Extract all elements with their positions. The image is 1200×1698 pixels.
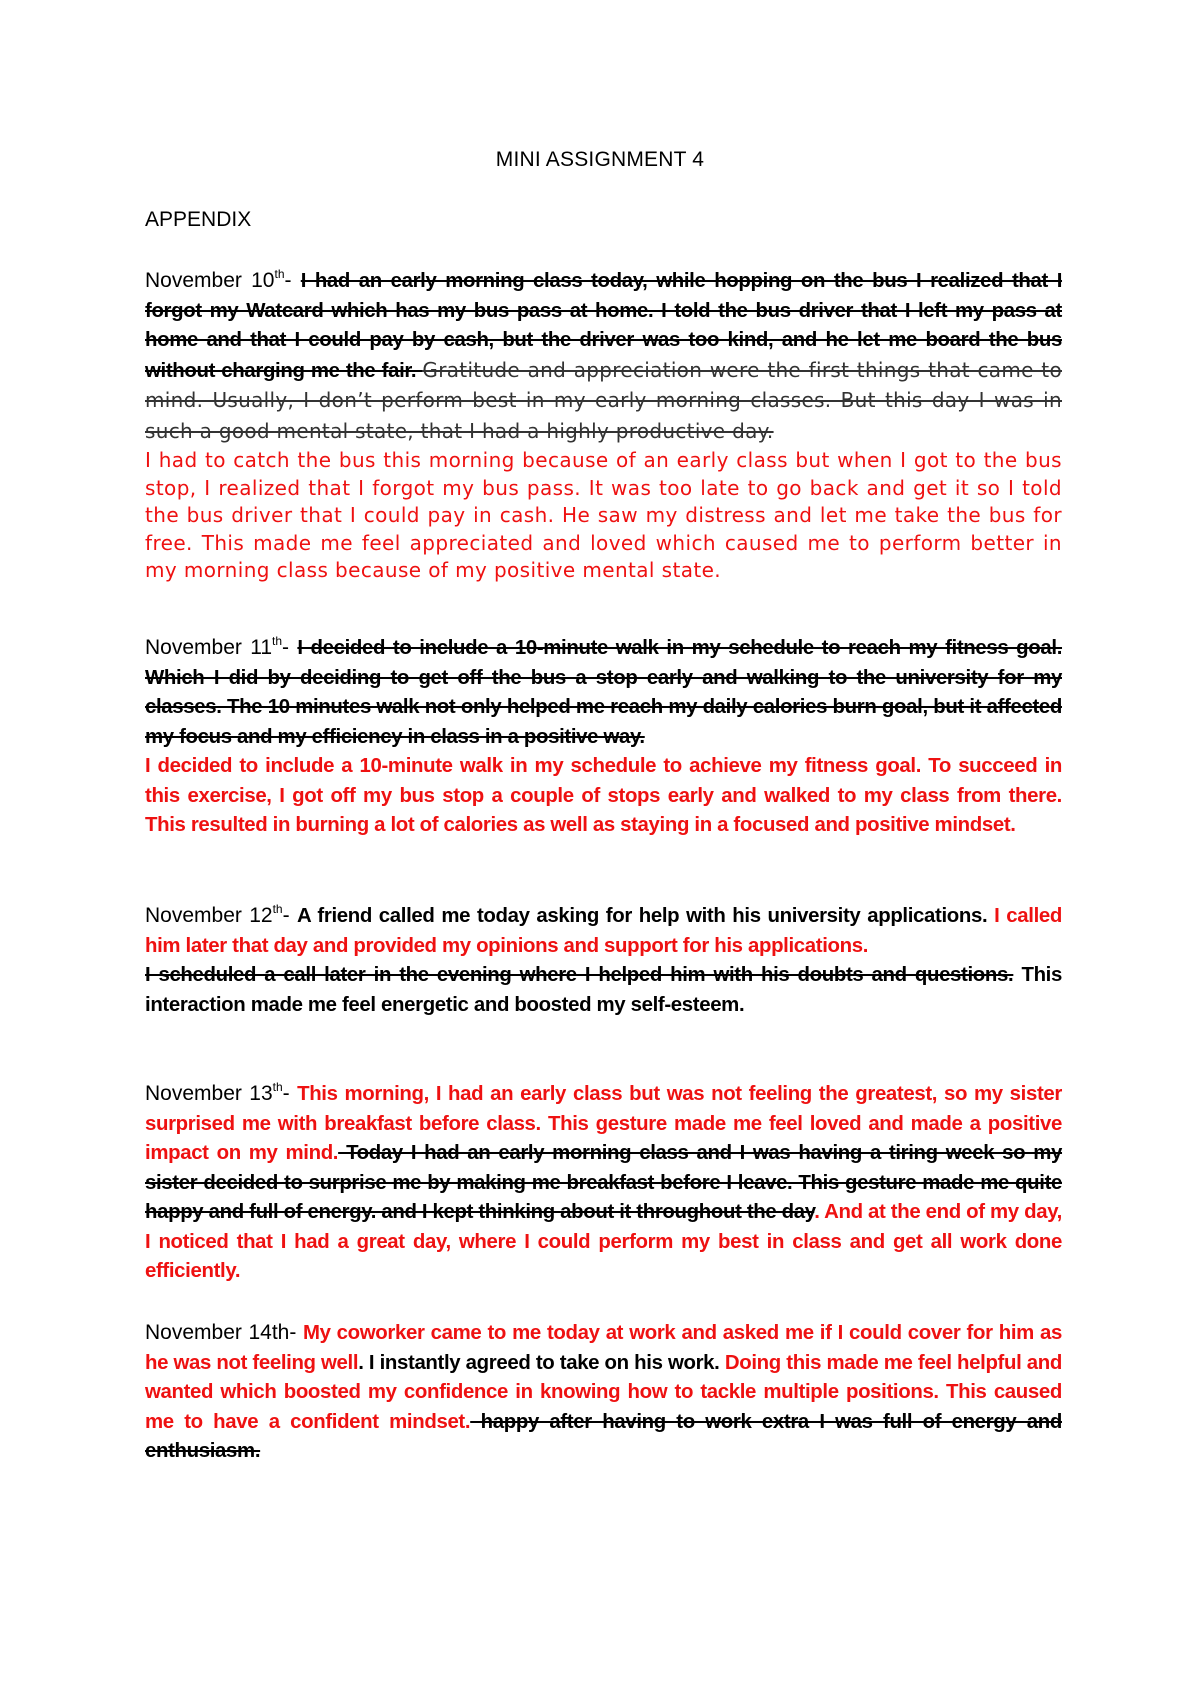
revised-text-2: . And at the end of my day, I noticed that I had a great day, where I could perform my best in class and get all work done efficiently. [145, 1201, 1062, 1282]
revised-text: I called him later that day and provided my opinions and support for his applications. [145, 905, 1063, 957]
revised-text: This morning, I had an early class but was not feeling the greatest, so my sister surprised me with breakfast before class. This gesture made me feel loved and made a positive impact on my mind. [145, 1083, 1062, 1164]
struck-text: I had an early morning class today, while hopping on the bus I realized that I forgot my Watcard which has my bus pass at home. I told the bus driver that I left my pass at home and that I could pay by cash, but the driver was too kind, and he let me board the bus without charging me the fair. [145, 270, 1063, 382]
entry-date: November 11th- [145, 634, 298, 659]
revised-text: I decided to include a 10-minute walk in my schedule to achieve my fitness goal. To succeed in this exercise, I got off my bus stop a couple of stops early and walked to my class from there. This resulted in burning a lot of calories as well as staying in a focused and positive mindset. [145, 755, 1062, 836]
struck-text: happy after having to work extra I was full of energy and enthusiasm. [145, 1410, 1062, 1462]
struck-text: I scheduled a call later in the evening where I helped him with his doubts and questions. [145, 964, 1014, 986]
entry-date: November 13th- [145, 1080, 298, 1105]
appendix-heading: APPENDIX [145, 208, 252, 231]
struck-text: I decided to include a 10-minute walk in my schedule to reach my fitness goal. Which I did by deciding to get off the bus a stop early and walking to the university for my classes. The 10 minutes walk not only helped me reach my daily calories burn goal, but it affected my focus and my efficiency in class in a positive way. [145, 637, 1063, 748]
entry-november-10 [145, 266, 1062, 585]
struck-grey-text: Gratitude and appreciation were the first things that came to mind. Usually, I don’t perform best in my early morning classes. But this day I was in such a good mental state, that I had a highly productive day. [145, 357, 1062, 443]
revised-text: My coworker came to me today at work and asked me if I could cover for him as he was not feeling well [145, 1322, 1063, 1374]
entry-date: November 10th- [145, 267, 301, 292]
entry-date: November 12th- [145, 902, 297, 927]
body-text-2: This interaction made me feel energetic and boosted my self-esteem. [145, 964, 1062, 1016]
revised-text: I had to catch the bus this morning because of an early class but when I got to the bus stop, I realized that I forgot my bus pass. It was too late to go back and get it so I told the bus driver that I could pay in cash. He saw my distress and let me take the bus for free. This made me feel appreciated and loved which caused me to perform better in my morning class because of my positive mental state. [145, 448, 1062, 582]
entry-november-11 [145, 633, 1062, 841]
body-text: A friend called me today asking for help with his university applications. [296, 905, 995, 927]
entry-november-13 [145, 1079, 1062, 1287]
body-text: . I instantly agreed to take on his work. [358, 1351, 725, 1374]
entry-november-12 [145, 901, 1062, 1020]
revised-text-2: Doing this made me feel helpful and wanted which boosted my confidence in knowing how to tackle multiple positions. This caused me to have a confident mindset. [145, 1351, 1062, 1433]
entry-november-14 [145, 1318, 1062, 1467]
entry-date: November 14th- [145, 1321, 303, 1344]
page-title: MINI ASSIGNMENT 4 [495, 148, 705, 171]
struck-text: Today I had an early morning class and I was having a tiring week so my sister decided to surprise me by making me breakfast before I leave. This gesture made me quite happy and full of energy. and I kept thinking about it throughout the day [145, 1142, 1063, 1223]
